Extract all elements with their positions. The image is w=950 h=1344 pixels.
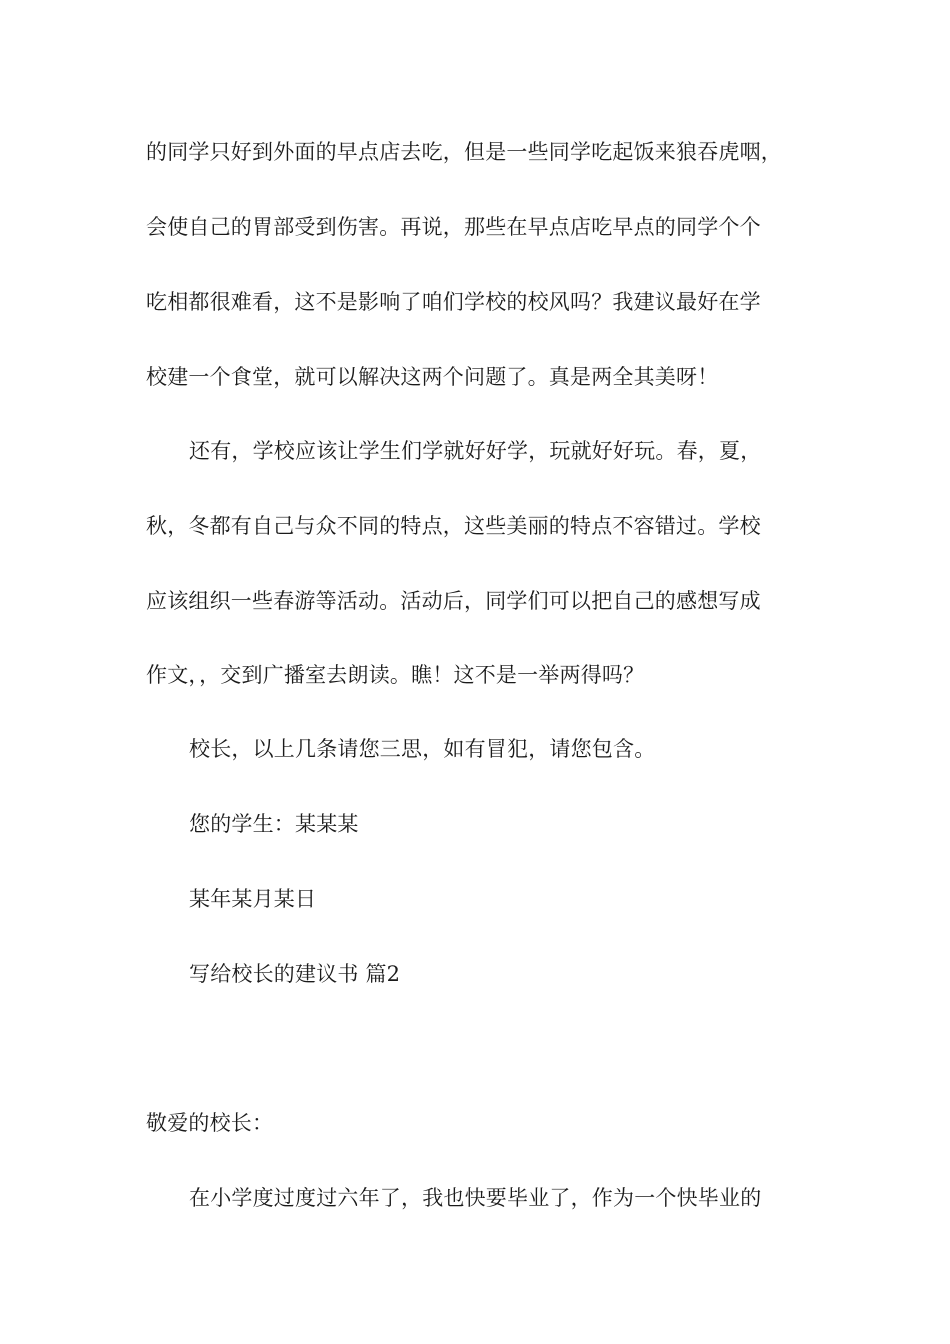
date-line: 某年某月某日 (189, 887, 317, 911)
paragraph-line: 作文，，交到广播室去朗读。瞧！这不是一举两得吗？ (146, 663, 645, 687)
paragraph-line: 应该组织一些春游等活动。活动后，同学们可以把自己的感想写成 (146, 589, 761, 613)
closing-line: 校长，以上几条请您三思，如有冒犯，请您包含。 (189, 737, 656, 761)
paragraph-line: 吃相都很难看，这不是影响了咱们学校的校风吗？我建议最好在学 (146, 290, 761, 314)
paragraph-line: 在小学度过度过六年了，我也快要毕业了，作为一个快毕业的 (189, 1186, 762, 1210)
paragraph-line: 会使自己的胃部受到伤害。再说，那些在早点店吃早点的同学个个 (146, 215, 761, 239)
section-title: 写给校长的建议书 篇2 (189, 962, 401, 986)
paragraph-line: 的同学只好到外面的早点店去吃，但是一些同学吃起饭来狼吞虎咽， (146, 140, 782, 164)
paragraph-line: 秋，冬都有自己与众不同的特点，这些美丽的特点不容错过。学校 (146, 514, 761, 538)
paragraph-line: 校建一个食堂，就可以解决这两个问题了。真是两全其美呀！ (146, 365, 719, 389)
signature-line: 您的学生：某某某 (189, 812, 359, 836)
paragraph-line: 还有，学校应该让学生们学就好好学，玩就好好玩。春，夏， (189, 439, 762, 463)
salutation: 敬爱的校长： (146, 1111, 274, 1135)
